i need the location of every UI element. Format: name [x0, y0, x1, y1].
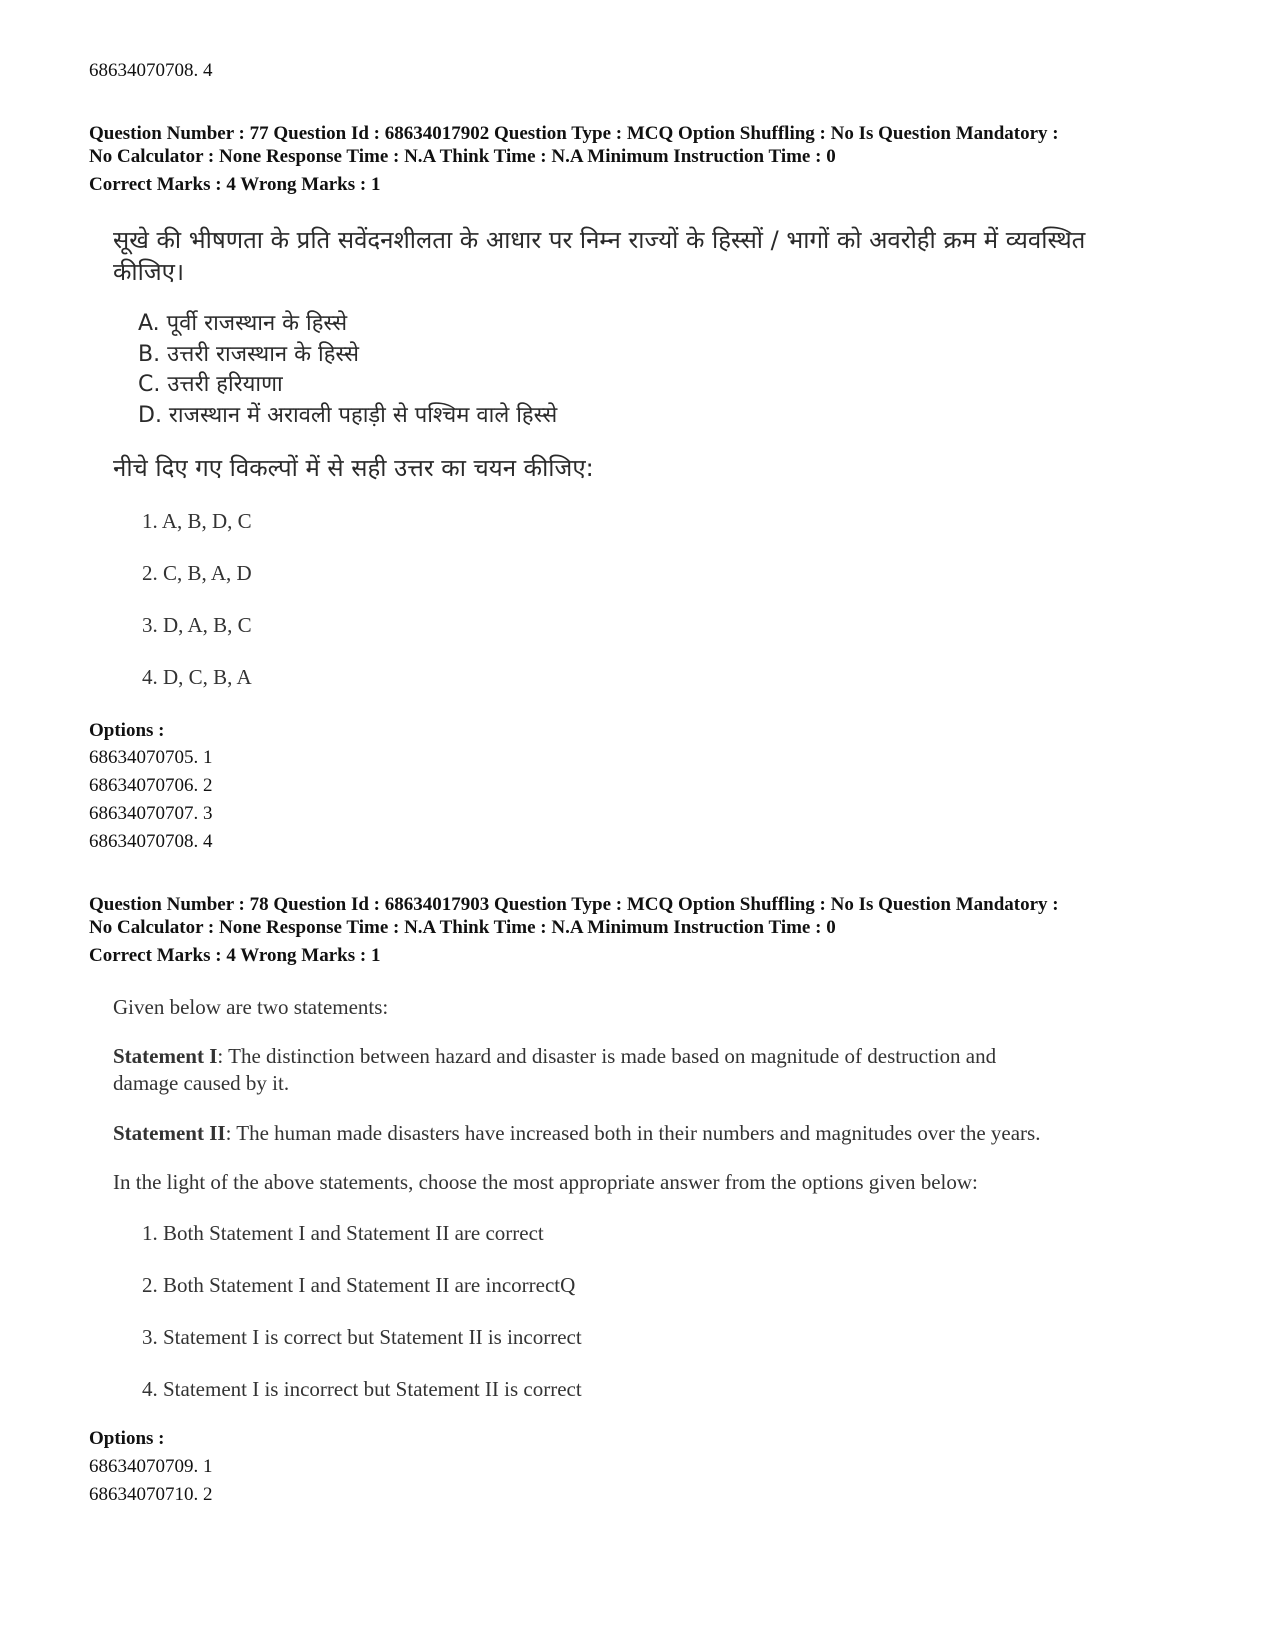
- q77-item-c: C. उत्तरी हरियाणा: [138, 372, 283, 397]
- q77-item-a: A. पूर्वी राजस्थान के हिस्से: [138, 311, 348, 336]
- q77-header-line2: No Calculator : None Response Time : N.A Think Time : N.A Minimum Instruction Time : 0: [89, 146, 836, 167]
- q77-choice-4: 4. D, C, B, A: [142, 665, 252, 689]
- q78-statement-2-text: : The human made disasters have increased both in their numbers and magnitudes over the years.: [225, 1121, 1041, 1145]
- q77-item-b: B. उत्तरी राजस्थान के हिस्से: [138, 342, 360, 367]
- q78-statement-1-label: Statement I: [113, 1044, 218, 1068]
- q78-choice-4: 4. Statement I is incorrect but Statement II is correct: [142, 1377, 582, 1401]
- q78-marks: Correct Marks : 4 Wrong Marks : 1: [89, 945, 381, 966]
- q78-statement-1-text: : The distinction between hazard and disaster is made based on magnitude of destruction and: [217, 1044, 997, 1068]
- q78-statement-1-line2: damage caused by it.: [113, 1071, 290, 1095]
- q77-choice-1: 1. A, B, D, C: [142, 509, 252, 533]
- q77-option-2: 68634070706. 2: [89, 775, 213, 796]
- q77-option-4: 68634070708. 4: [89, 831, 213, 852]
- q77-marks: Correct Marks : 4 Wrong Marks : 1: [89, 174, 381, 195]
- q77-options-label: Options :: [89, 720, 165, 741]
- q78-options-label: Options :: [89, 1428, 165, 1449]
- q78-choice-2: 2. Both Statement I and Statement II are incorrectQ: [142, 1273, 576, 1297]
- q77-stem-line2: कीजिए।: [113, 258, 185, 286]
- q78-statement-1-line1: [113, 1043, 996, 1070]
- q78-instruction: In the light of the above statements, choose the most appropriate answer from the options given below:: [113, 1170, 978, 1194]
- q78-statement-2: [113, 1120, 1253, 1147]
- q78-header-line1: Question Number : 78 Question Id : 68634017903 Question Type : MCQ Option Shuffling : No Is Question Mandatory :: [89, 894, 1059, 915]
- q77-option-1: 68634070705. 1: [89, 747, 213, 768]
- q78-option-2: 68634070710. 2: [89, 1484, 213, 1505]
- q77-choice-2: 2. C, B, A, D: [142, 561, 252, 585]
- q77-item-d: D. राजस्थान में अरावली पहाड़ी से पश्चिम वाले हिस्से: [138, 403, 558, 428]
- q78-statement-2-label: Statement II: [113, 1121, 226, 1145]
- q77-stem-line1: सूखे की भीषणता के प्रति सवेंदनशीलता के आधार पर निम्न राज्यों के हिस्सों / भागों को अवरोही क्रम में व्यवस्थित: [113, 226, 1086, 254]
- q77-option-3: 68634070707. 3: [89, 803, 213, 824]
- previous-option-line: 68634070708. 4: [89, 60, 213, 81]
- q78-choice-3: 3. Statement I is correct but Statement II is incorrect: [142, 1325, 582, 1349]
- q78-option-1: 68634070709. 1: [89, 1456, 213, 1477]
- q77-header-line1: Question Number : 77 Question Id : 68634017902 Question Type : MCQ Option Shuffling : No Is Question Mandatory :: [89, 123, 1059, 144]
- q78-choice-1: 1. Both Statement I and Statement II are correct: [142, 1221, 544, 1245]
- q77-instruction: नीचे दिए गए विकल्पों में से सही उत्तर का चयन कीजिए:: [113, 454, 594, 482]
- q78-intro: Given below are two statements:: [113, 995, 389, 1019]
- q77-choice-3: 3. D, A, B, C: [142, 613, 252, 637]
- q78-header-line2: No Calculator : None Response Time : N.A Think Time : N.A Minimum Instruction Time : 0: [89, 917, 836, 938]
